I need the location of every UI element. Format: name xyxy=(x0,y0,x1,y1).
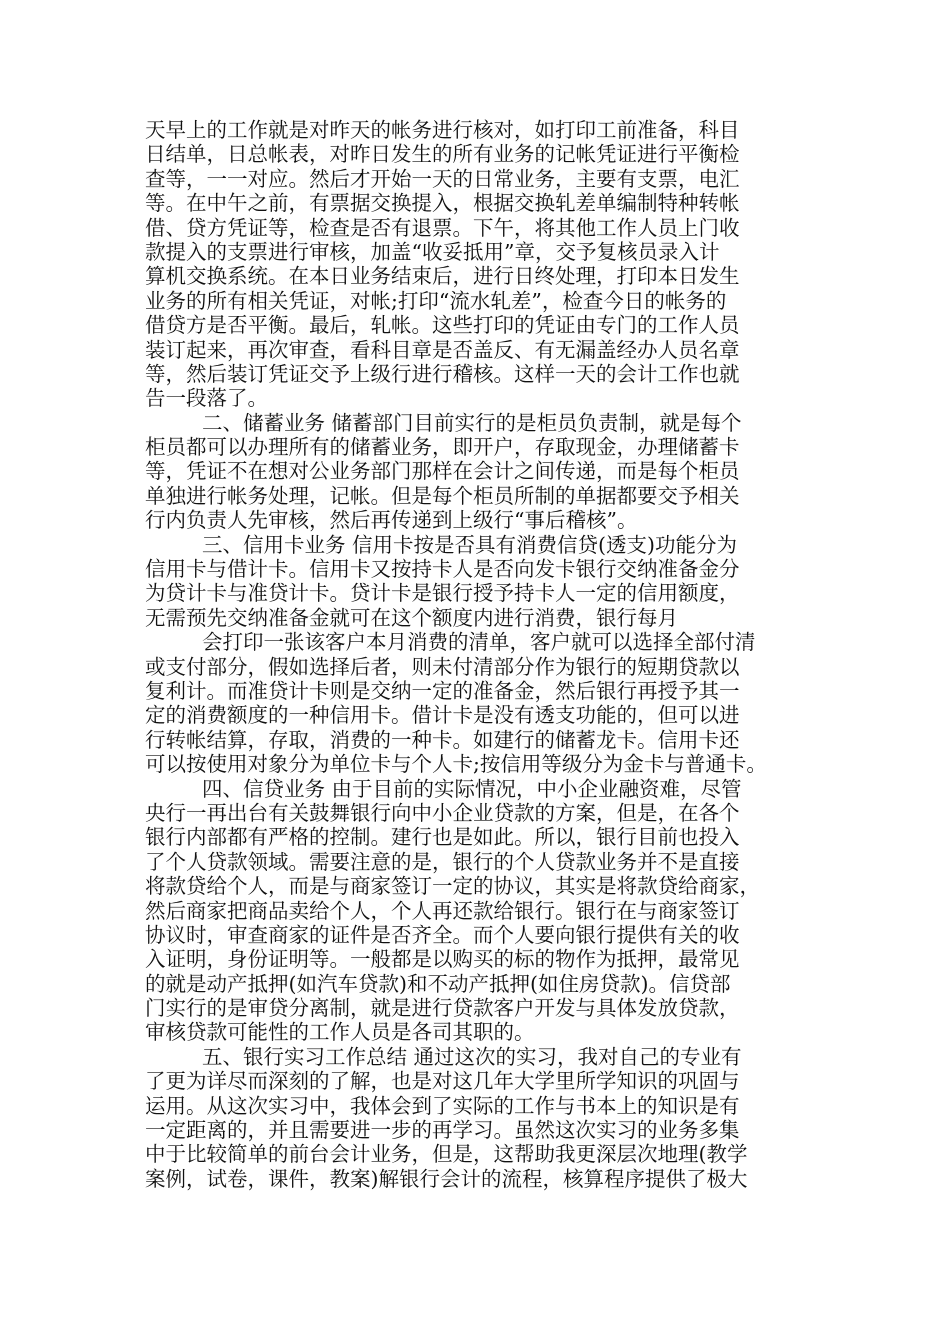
document-page xyxy=(145,118,835,1191)
text-line: 可以按使用对象分为单位卡与个人卡;按信用等级分为金卡与普通卡。 xyxy=(145,752,767,777)
text-line: 行转帐结算，存取，消费的一种卡。如建行的储蓄龙卡。信用卡还 xyxy=(145,727,740,752)
text-line: 款提入的支票进行审核，加盖“收妥抵用”章，交予复核员录入计 xyxy=(145,239,720,264)
text-line: 查等，一一对应。然后才开始一天的日常业务，主要有支票，电汇 xyxy=(145,166,740,191)
paragraph-summary xyxy=(145,1045,835,1191)
paragraph-credit-card xyxy=(145,533,835,631)
text-line: 算机交换系统。在本日业务结束后，进行日终处理，打印本日发生 xyxy=(145,264,740,289)
text-line: 天早上的工作就是对昨天的帐务进行核对，如打印工前准备，科目 xyxy=(145,118,740,142)
text-line: 信用卡与借计卡。信用卡又按持卡人是否向发卡银行交纳准备金分 xyxy=(145,557,740,582)
paragraph-loans xyxy=(145,777,835,1045)
paragraph-intro xyxy=(145,118,835,411)
text-line: 然后商家把商品卖给个人，个人再还款给银行。银行在与商家签订 xyxy=(145,898,740,923)
text-line: 审核贷款可能性的工作人员是各司其职的。 xyxy=(145,1020,535,1045)
text-line: 了个人贷款领域。需要注意的是，银行的个人贷款业务并不是直接 xyxy=(145,849,740,874)
text-line: 日结单，日总帐表，对昨日发生的所有业务的记帐凭证进行平衡检 xyxy=(145,142,740,167)
text-line: 中于比较简单的前台会计业务，但是，这帮助我更深层次地理(教学 xyxy=(145,1142,748,1167)
text-line: 借、贷方凭证等，检查是否有退票。下午，将其他工作人员上门收 xyxy=(145,215,740,240)
text-line: 入证明，身份证明等。一般都是以购买的标的物作为抵押，最常见 xyxy=(145,947,740,972)
text-line: 告一段落了。 xyxy=(145,386,268,411)
text-line: 四、信贷业务 由于目前的实际情况，中小企业融资难，尽管 xyxy=(202,776,742,801)
text-line: 协议时，审查商家的证件是否齐全。而个人要向银行提供有关的收 xyxy=(145,922,740,947)
text-line: 等，凭证不在想对公业务部门那样在会计之间传递，而是每个柜员 xyxy=(145,459,740,484)
text-line: 央行一再出台有关鼓舞银行向中小企业贷款的方案，但是，在各个 xyxy=(145,800,740,825)
paragraph-credit-card-continued xyxy=(145,630,835,776)
text-line: 门实行的是审贷分离制，就是进行贷款客户开发与具体发放贷款， xyxy=(145,996,740,1021)
text-line: 银行内部都有严格的控制。建行也是如此。所以，银行目前也投入 xyxy=(145,825,740,850)
text-line: 了更为详尽而深刻的了解，也是对这几年大学里所学知识的巩固与 xyxy=(145,1069,740,1094)
text-line: 行内负责人先审核，然后再传递到上级行“事后稽核”。 xyxy=(145,508,638,533)
text-line: 的就是动产抵押(如汽车贷款)和不动产抵押(如住房贷款)。信贷部 xyxy=(145,971,731,996)
text-line: 无需预先交纳准备金就可在这个额度内进行消费，银行每月 xyxy=(145,605,678,630)
text-line: 三、信用卡业务 信用卡按是否具有消费信贷(透支)功能分为 xyxy=(202,532,738,557)
text-line: 等，然后装订凭证交予上级行进行稽核。这样一天的会计工作也就 xyxy=(145,361,740,386)
text-line: 定的消费额度的一种信用卡。借计卡是没有透支功能的，但可以进 xyxy=(145,703,740,728)
text-line: 为贷计卡与准贷计卡。贷计卡是银行授予持卡人一定的信用额度， xyxy=(145,581,740,606)
text-line: 柜员都可以办理所有的储蓄业务，即开户，存取现金，办理储蓄卡 xyxy=(145,435,740,460)
text-line: 一定距离的，并且需要进一步的再学习。虽然这次实习的业务多集 xyxy=(145,1118,740,1143)
text-line: 装订起来，再次审查，看科目章是否盖反、有无漏盖经办人员名章 xyxy=(145,337,740,362)
text-line: 业务的所有相关凭证，对帐;打印“流水轧差”，检查今日的帐务的 xyxy=(145,288,727,313)
text-line: 借贷方是否平衡。最后，轧帐。这些打印的凭证由专门的工作人员 xyxy=(145,313,740,338)
text-line: 会打印一张该客户本月消费的清单，客户就可以选择全部付清 xyxy=(202,630,756,655)
text-line: 运用。从这次实习中，我体会到了实际的工作与书本上的知识是有 xyxy=(145,1093,740,1118)
paragraph-savings xyxy=(145,411,835,533)
text-line: 五、银行实习工作总结 通过这次的实习，我对自己的专业有 xyxy=(202,1044,742,1069)
text-line: 二、储蓄业务 储蓄部门目前实行的是柜员负责制，就是每个 xyxy=(202,410,742,435)
text-line: 将款贷给个人，而是与商家签订一定的协议，其实是将款贷给商家， xyxy=(145,874,760,899)
text-line: 等。在中午之前，有票据交换提入，根据交换轧差单编制特种转帐 xyxy=(145,191,740,216)
text-line: 单独进行帐务处理，记帐。但是每个柜员所制的单据都要交予相关 xyxy=(145,483,740,508)
text-line: 案例，试卷，课件，教案)解银行会计的流程，核算程序提供了极大 xyxy=(145,1166,748,1191)
text-line: 或支付部分，假如选择后者，则未付清部分作为银行的短期贷款以 xyxy=(145,654,740,679)
text-line: 复利计。而准贷计卡则是交纳一定的准备金，然后银行再授予其一 xyxy=(145,678,740,703)
